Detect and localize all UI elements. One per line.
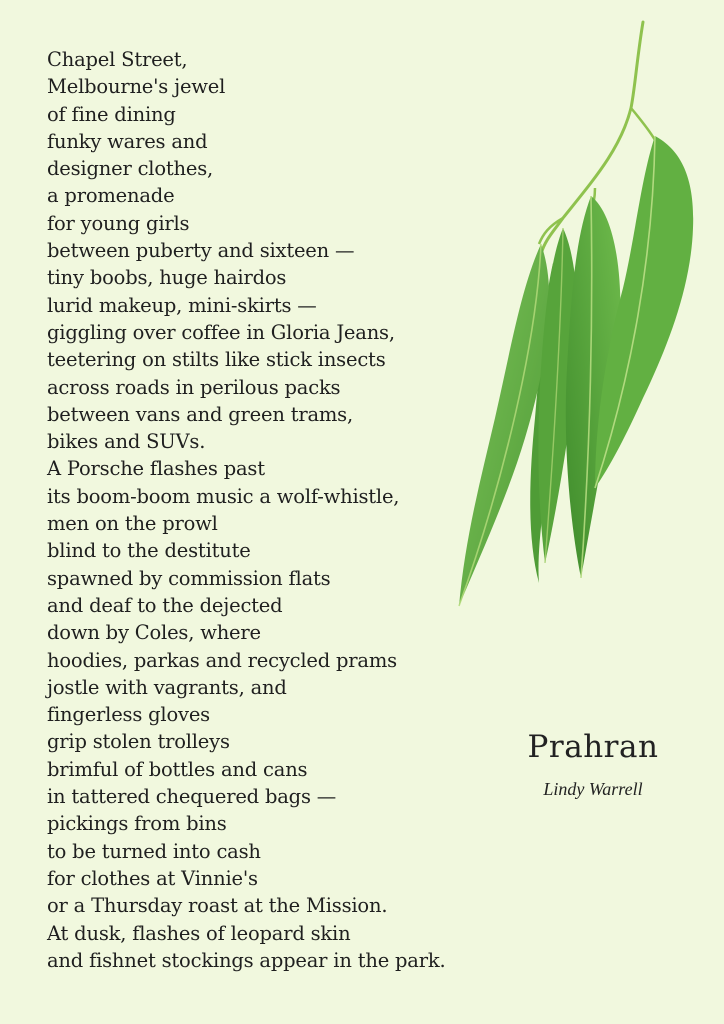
poem-line: Chapel Street, bbox=[47, 48, 188, 71]
poem-line: blind to the destitute bbox=[47, 539, 251, 563]
poem-line: for clothes at Vinnie's bbox=[47, 866, 258, 890]
poem-line: hoodies, parkas and recycled prams bbox=[47, 648, 397, 672]
poem-line: or a Thursday roast at the Mission. bbox=[47, 894, 388, 918]
poem-line: fingerless gloves bbox=[47, 703, 210, 727]
poem-author: Lindy Warrell bbox=[543, 779, 643, 799]
poem-line: and fishnet stockings appear in the park. bbox=[47, 948, 446, 972]
poem-line: across roads in perilous packs bbox=[47, 375, 341, 399]
poem-line: a promenade bbox=[47, 184, 175, 208]
poem-line: At dusk, flashes of leopard skin bbox=[47, 921, 351, 945]
poem-line: Melbourne's jewel bbox=[47, 75, 226, 99]
poem-line: and deaf to the dejected bbox=[47, 593, 283, 617]
poem-line: to be turned into cash bbox=[47, 839, 261, 863]
poem-line: bikes and SUVs. bbox=[47, 430, 206, 454]
poem-line: spawned by commission flats bbox=[47, 566, 331, 590]
poem-title: Prahran bbox=[527, 729, 659, 765]
poem-line: its boom-boom music a wolf-whistle, bbox=[47, 484, 400, 508]
poem-line: between puberty and sixteen — bbox=[47, 239, 355, 263]
poem-line: between vans and green trams, bbox=[47, 402, 353, 426]
eucalyptus-leaves-icon bbox=[445, 18, 705, 638]
poem-line: giggling over coffee in Gloria Jeans, bbox=[47, 320, 395, 344]
poem-line: of fine dining bbox=[47, 102, 176, 126]
poem-line: pickings from bins bbox=[47, 812, 227, 836]
poem-line: A Porsche flashes past bbox=[47, 457, 265, 481]
poem-body bbox=[47, 46, 487, 974]
poem-line: funky wares and bbox=[47, 129, 208, 153]
poem-line: down by Coles, where bbox=[47, 621, 261, 645]
poem-line: for young girls bbox=[47, 211, 190, 235]
poem-line: teetering on stilts like stick insects bbox=[47, 348, 386, 372]
poem-line: jostle with vagrants, and bbox=[47, 675, 287, 699]
poem-line: grip stolen trolleys bbox=[47, 730, 230, 754]
poem-line: lurid makeup, mini-skirts — bbox=[47, 293, 317, 317]
poem-line: in tattered chequered bags — bbox=[47, 785, 337, 809]
title-block bbox=[510, 727, 676, 801]
poem-line: men on the prowl bbox=[47, 512, 218, 536]
poem-line: designer clothes, bbox=[47, 157, 214, 181]
poem-line: tiny boobs, huge hairdos bbox=[47, 266, 287, 290]
poem-line: brimful of bottles and cans bbox=[47, 757, 308, 781]
